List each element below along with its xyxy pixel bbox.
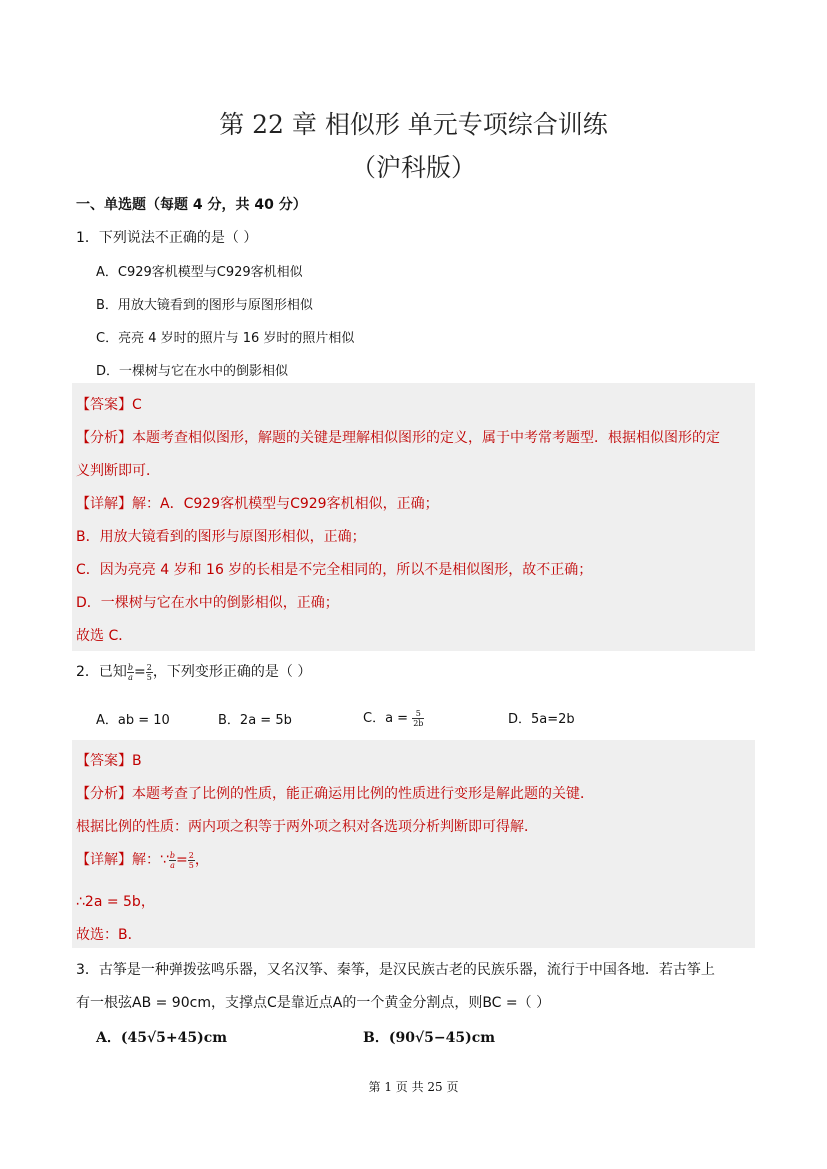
question-1-option-b: B．用放大镜看到的图形与原图形相似 — [96, 298, 313, 313]
fraction-5-over-2b — [412, 709, 424, 728]
question-1-answer: 【答案】C — [76, 397, 142, 413]
question-2-conclusion: 故选：B． — [76, 927, 142, 943]
question-1-analysis-cont: 义判断即可． — [76, 463, 160, 479]
question-1-detail-line-3: C．因为亮亮 4 岁和 16 岁的长相是不完全相同的，所以不是相似图形，故不正确； — [76, 562, 593, 578]
fraction-2-over-5 — [146, 663, 153, 682]
question-1-option-a: A．C929客机模型与C929客机相似 — [96, 265, 303, 280]
fraction-numerator: b — [127, 662, 134, 672]
question-2-option-d: D．5a=2b — [508, 712, 575, 727]
question-3-stem: 3．古筝是一种弹拨弦鸣乐器，又名汉筝、秦筝，是汉民族古老的民族乐器，流行于中国各地．若古筝上 — [76, 962, 715, 978]
question-1-option-c: C．亮亮 4 岁时的照片与 16 岁时的照片相似 — [96, 331, 355, 346]
question-1-conclusion: 故选 C． — [76, 628, 133, 644]
fraction-b-over-a — [127, 663, 134, 682]
fraction-denominator: 5 — [188, 860, 194, 870]
question-3-option-b: B．(90√5−45)cm — [363, 1030, 496, 1046]
fraction-denominator: 5 — [146, 672, 152, 682]
fraction-denominator: a — [170, 860, 175, 870]
detail-text-end: ， — [194, 852, 209, 868]
equals-sign: = — [176, 852, 188, 868]
detail-text: 解：∵ — [132, 852, 169, 868]
question-2-option-c — [363, 707, 424, 728]
option-c-prefix: C．a = — [363, 711, 409, 726]
fraction-numerator: b — [169, 850, 176, 860]
question-2-option-b: B．2a = 5b — [218, 713, 292, 728]
page-footer: 第 1 页 共 25 页 — [368, 1080, 459, 1094]
stem-suffix: ，下列变形正确的是（ ） — [152, 664, 312, 680]
question-1-analysis: 【分析】本题考查相似图形，解题的关键是理解相似图形的定义，属于中考常考题型．根据相似图形的定 — [76, 430, 720, 446]
question-1-detail-line-1 — [76, 493, 439, 513]
question-3-option-a: A．(45√5+45)cm — [96, 1030, 228, 1046]
fraction-denominator: a — [128, 672, 133, 682]
question-2-option-a: A．ab = 10 — [96, 713, 170, 728]
question-1-detail-line-2: B．用放大镜看到的图形与原图形相似，正确； — [76, 529, 366, 545]
fraction-numerator: 2 — [188, 850, 194, 860]
detail-label: 【详解】 — [76, 496, 132, 512]
stem-prefix: 2．已知 — [76, 664, 127, 680]
question-1-stem: 1．下列说法不正确的是（ ） — [76, 230, 258, 246]
equals-sign: = — [134, 664, 146, 680]
fraction-numerator: 5 — [412, 709, 424, 719]
section-heading: 一、单选题（每题 4 分，共 40 分） — [76, 197, 307, 213]
question-2-analysis: 【分析】本题考查了比例的性质，能正确运用比例的性质进行变形是解此题的关键． — [76, 786, 594, 802]
fraction-numerator: 2 — [146, 662, 152, 672]
page-subtitle: （沪科版） — [350, 153, 476, 182]
question-1-detail-line-4: D．一棵树与它在水中的倒影相似，正确； — [76, 595, 339, 611]
question-1-option-d: D．一棵树与它在水中的倒影相似 — [96, 364, 289, 379]
question-2-analysis-cont: 根据比例的性质：两内项之积等于两外项之积对各选项分析判断即可得解． — [76, 819, 538, 835]
fraction-2-over-5 — [188, 851, 195, 870]
fraction-b-over-a — [169, 851, 176, 870]
detail-label: 【详解】 — [76, 852, 132, 868]
question-2-detail-line-1 — [76, 849, 209, 870]
page-title: 第 22 章 相似形 单元专项综合训练 — [219, 110, 608, 139]
question-2-solution-box — [72, 740, 755, 948]
detail-text: 解：A．C929客机模型与C929客机相似，正确； — [132, 496, 439, 512]
question-2-detail-line-2: ∴2a = 5b， — [76, 894, 155, 910]
question-2-answer: 【答案】B — [76, 753, 142, 769]
question-2-stem — [76, 661, 311, 682]
question-3-stem-cont: 有一根弦AB = 90cm，支撑点C是靠近点A的一个黄金分割点，则BC =（ ） — [76, 995, 551, 1011]
fraction-denominator: 2b — [413, 719, 424, 728]
